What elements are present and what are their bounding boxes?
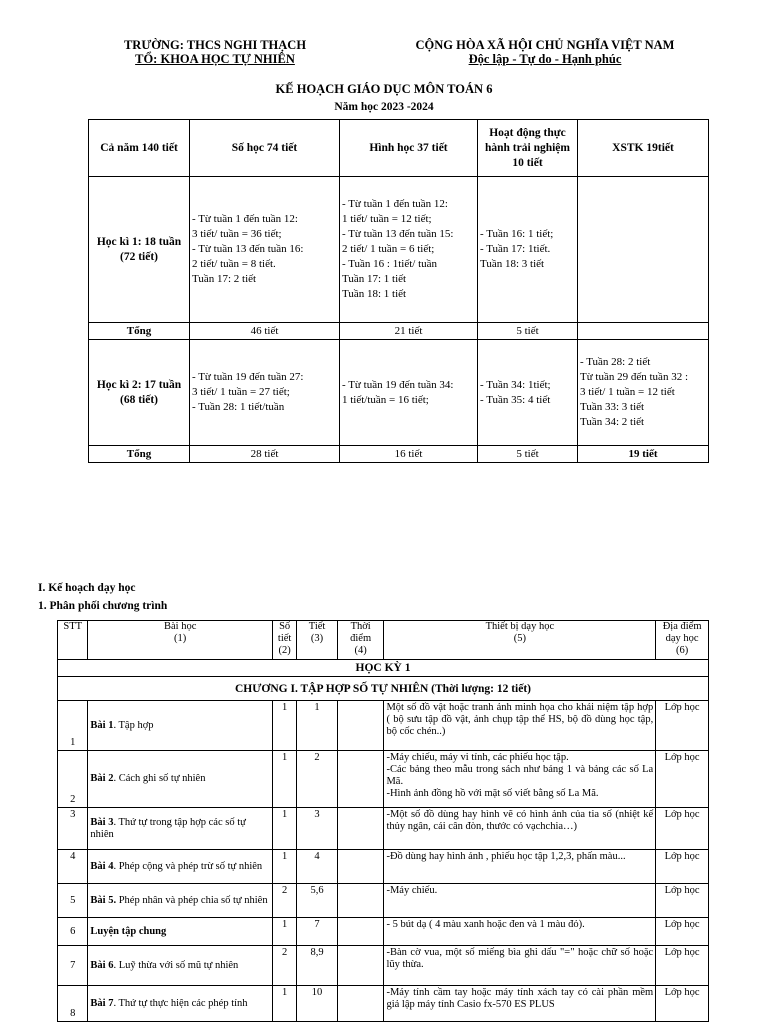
- department-name: TỔ: KHOA HỌC TỰ NHIÊN: [135, 52, 295, 66]
- lesson-number: 6: [58, 918, 88, 946]
- lesson-title: Bài 2. Cách ghi số tự nhiên: [88, 751, 273, 808]
- total-label: Tổng: [89, 323, 190, 340]
- cell-line: - Tuần 35: 4 tiết: [480, 393, 551, 406]
- cell-line: 3 tiết/ tuần = 36 tiết;: [192, 228, 282, 240]
- so-hoc-cell: [190, 340, 340, 446]
- lesson-time: [337, 884, 384, 918]
- plan-header: Số tiết (2): [272, 621, 296, 660]
- equipment: -Đồ dùng hay hình ảnh , phiếu học tập 1,2,3, phấn màu...: [384, 850, 656, 884]
- cell-line: - Tuần 16 : 1tiết/ tuần: [342, 258, 438, 270]
- cell-line: 1 tiết/tuần = 16 tiết;: [342, 393, 429, 406]
- lesson-title: Bài 6. Luỹ thừa với số mũ tự nhiên: [88, 946, 273, 986]
- hinh-hoc-cell: [340, 177, 478, 323]
- summary-header-row: [89, 120, 709, 177]
- plan-header-row: [58, 621, 709, 660]
- period-number: 10: [297, 986, 338, 1022]
- cell-line: 2 tiết/ tuần = 8 tiết.: [192, 258, 276, 270]
- total-cell: 46 tiết: [190, 323, 340, 340]
- hinh-hoc-cell: [340, 340, 478, 446]
- equipment: -Máy chiếu, máy vi tính, các phiếu học tập. -Các bảng theo mẫu trong sách như bảng 1 và bảng các số La Mã. -Hình ảnh đồng hồ với mặt số viết bằng số La Mã.: [384, 751, 656, 808]
- period-count: 2: [272, 946, 296, 986]
- cell-line: Tuần 18: 1 tiết: [342, 288, 407, 300]
- lesson-row: [58, 751, 709, 808]
- summary-header: XSTK 19tiết: [578, 120, 709, 177]
- lesson-location: Lớp học: [656, 751, 709, 808]
- period-number: 1: [297, 701, 338, 751]
- cell-line: - Tuần 28: 1 tiết/tuần: [192, 401, 285, 413]
- cell-line: - Tuần 34: 1tiết;: [480, 378, 551, 391]
- section-heading: I. Kế hoạch dạy học: [38, 582, 136, 594]
- lesson-title: Bài 7. Thứ tự thực hiện các phép tính: [88, 986, 273, 1022]
- school-year: Năm học 2023 -2024: [334, 101, 434, 113]
- cell-line: Tuần 17: 2 tiết: [192, 273, 257, 285]
- lesson-time: [337, 808, 384, 850]
- total-cell: 5 tiết: [478, 323, 578, 340]
- lesson-title: Bài 5. Phép nhân và phép chia số tự nhiên: [88, 884, 273, 918]
- cell-line: - Từ tuần 13 đến tuần 16:: [192, 243, 304, 255]
- lesson-time: [337, 918, 384, 946]
- cell-line: Tuần 18: 3 tiết: [480, 258, 545, 270]
- cell-line: Tuần 34: 2 tiết: [580, 416, 645, 428]
- summary-header: Hoạt động thực hành trải nghiệm 10 tiết: [478, 120, 578, 177]
- equipment: -Một số đồ dùng hay hình vẽ có hình ảnh của tia số (nhiệt kế thủy ngân, cái cân đòn, thước có vạchchia…): [384, 808, 656, 850]
- subsection-heading: 1. Phân phối chương trình: [38, 600, 168, 612]
- national-header: [395, 38, 695, 66]
- hdtn-cell: [478, 177, 578, 323]
- chapter-title: CHƯƠNG I. TẬP HỢP SỐ TỰ NHIÊN (Thời lượng: 12 tiết): [58, 677, 709, 701]
- school-header: [100, 38, 330, 66]
- lesson-title: Luyện tập chung: [88, 918, 273, 946]
- lesson-location: Lớp học: [656, 884, 709, 918]
- equipment: Một số đồ vật hoặc tranh ảnh minh họa cho khái niệm tập hợp ( bộ sưu tập đồ vật, ảnh chụp tập thể HS, bộ đồ dùng học tập, bộ cốc chén..): [384, 701, 656, 751]
- period-number: 7: [297, 918, 338, 946]
- lesson-time: [337, 850, 384, 884]
- nation-name: CỘNG HÒA XÃ HỘI CHỦ NGHĨA VIỆT NAM: [415, 38, 675, 52]
- lesson-number: 7: [58, 946, 88, 986]
- period-count: 2: [272, 884, 296, 918]
- national-motto: Độc lập - Tự do - Hạnh phúc: [468, 52, 622, 66]
- cell-line: - Từ tuần 19 đến tuần 27:: [192, 371, 304, 383]
- plan-header: Địa điểm dạy học (6): [656, 621, 709, 660]
- cell-line: - Từ tuần 1 đến tuần 12:: [192, 213, 298, 225]
- so-hoc-cell: [190, 177, 340, 323]
- lesson-time: [337, 751, 384, 808]
- lesson-number: 4: [58, 850, 88, 884]
- lesson-number: 3: [58, 808, 88, 850]
- lesson-number: 5: [58, 884, 88, 918]
- period-count: 1: [272, 986, 296, 1022]
- period-count: 1: [272, 850, 296, 884]
- lesson-row: [58, 850, 709, 884]
- lesson-row: [58, 986, 709, 1022]
- lesson-time: [337, 701, 384, 751]
- summary-header: Cả năm 140 tiết: [89, 120, 190, 177]
- lesson-location: Lớp học: [656, 808, 709, 850]
- period-number: 2: [297, 751, 338, 808]
- period-count: 1: [272, 808, 296, 850]
- semester-label: Học kì 2: 17 tuần (68 tiết): [89, 340, 190, 446]
- lesson-location: Lớp học: [656, 701, 709, 751]
- lesson-location: Lớp học: [656, 946, 709, 986]
- xstk-cell: [578, 177, 709, 323]
- period-count: 1: [272, 751, 296, 808]
- summary-row-hk1: [89, 177, 709, 323]
- equipment: -Bàn cờ vua, một số miếng bìa ghi dấu "=" hoặc chữ số hoặc lũy thừa.: [384, 946, 656, 986]
- chapter-band: [58, 677, 709, 701]
- summary-row-hk2: [89, 340, 709, 446]
- equipment: - 5 bút dạ ( 4 màu xanh hoặc đen và 1 màu đỏ).: [384, 918, 656, 946]
- lesson-row: [58, 946, 709, 986]
- equipment: -Máy chiếu.: [384, 884, 656, 918]
- cell-line: - Từ tuần 1 đến tuần 12:: [342, 198, 448, 210]
- cell-line: - Từ tuần 19 đến tuần 34:: [342, 378, 454, 391]
- lesson-number: 1: [58, 701, 88, 751]
- total-cell: 28 tiết: [190, 446, 340, 463]
- cell-line: 2 tiết/ 1 tuần = 6 tiết;: [342, 243, 435, 255]
- total-cell: 19 tiết: [578, 446, 709, 463]
- hdtn-cell: [478, 340, 578, 446]
- period-number: 4: [297, 850, 338, 884]
- lesson-title: Bài 1. Tập hợp: [88, 701, 273, 751]
- summary-header: Hình học 37 tiết: [340, 120, 478, 177]
- lesson-location: Lớp học: [656, 850, 709, 884]
- semester-label: Học kì 1: 18 tuần (72 tiết): [89, 177, 190, 323]
- plan-header: Thiết bị dạy học (5): [384, 621, 656, 660]
- total-label: Tổng: [89, 446, 190, 463]
- period-count: 1: [272, 701, 296, 751]
- lesson-row: [58, 808, 709, 850]
- semester-band: [58, 660, 709, 677]
- lesson-row: [58, 884, 709, 918]
- total-cell: 5 tiết: [478, 446, 578, 463]
- summary-table: [88, 119, 709, 463]
- school-name: TRƯỜNG: THCS NGHI THẠCH: [123, 38, 307, 52]
- lesson-row: [58, 701, 709, 751]
- cell-line: 3 tiết/ 1 tuần = 12 tiết: [580, 386, 675, 398]
- lesson-title: Bài 3. Thứ tự trong tập hợp các số tự nhiên: [88, 808, 273, 850]
- plan-header: Thời điểm (4): [337, 621, 384, 660]
- lesson-row: [58, 918, 709, 946]
- cell-line: Tuần 17: 1 tiết: [342, 273, 407, 285]
- semester-title: HỌC KỲ 1: [58, 660, 709, 677]
- lesson-time: [337, 946, 384, 986]
- summary-header: Số học 74 tiết: [190, 120, 340, 177]
- plan-header: Tiết (3): [297, 621, 338, 660]
- equipment: -Máy tính cầm tay hoặc máy tính xách tay có cài phần mềm giả lập máy tính Casio fx-570 ES PLUS: [384, 986, 656, 1022]
- cell-line: - Tuần 17: 1tiết.: [480, 243, 551, 255]
- lesson-plan-table: [57, 620, 709, 1022]
- lesson-title: Bài 4. Phép cộng và phép trừ số tự nhiên: [88, 850, 273, 884]
- summary-total-row: [89, 323, 709, 340]
- total-cell: 21 tiết: [340, 323, 478, 340]
- total-cell: [578, 323, 709, 340]
- cell-line: Từ tuần 29 đến tuần 32 :: [580, 371, 688, 383]
- lesson-location: Lớp học: [656, 986, 709, 1022]
- xstk-cell: [578, 340, 709, 446]
- total-cell: 16 tiết: [340, 446, 478, 463]
- lesson-time: [337, 986, 384, 1022]
- period-count: 1: [272, 918, 296, 946]
- document-title: KẾ HOẠCH GIÁO DỤC MÔN TOÁN 6: [275, 82, 493, 96]
- cell-line: - Tuần 16: 1 tiết;: [480, 228, 554, 240]
- lesson-number: 8: [58, 986, 88, 1022]
- lesson-location: Lớp học: [656, 918, 709, 946]
- cell-line: 1 tiết/ tuần = 12 tiết;: [342, 213, 432, 225]
- plan-header: STT: [58, 621, 88, 660]
- lesson-number: 2: [58, 751, 88, 808]
- summary-total-row: [89, 446, 709, 463]
- period-number: 3: [297, 808, 338, 850]
- cell-line: Tuần 33: 3 tiết: [580, 401, 645, 413]
- cell-line: 3 tiết/ 1 tuần = 27 tiết;: [192, 386, 290, 398]
- cell-line: - Từ tuần 13 đến tuần 15:: [342, 228, 454, 240]
- plan-header: Bài học (1): [88, 621, 273, 660]
- period-number: 8,9: [297, 946, 338, 986]
- period-number: 5,6: [297, 884, 338, 918]
- cell-line: - Tuần 28: 2 tiết: [580, 356, 651, 368]
